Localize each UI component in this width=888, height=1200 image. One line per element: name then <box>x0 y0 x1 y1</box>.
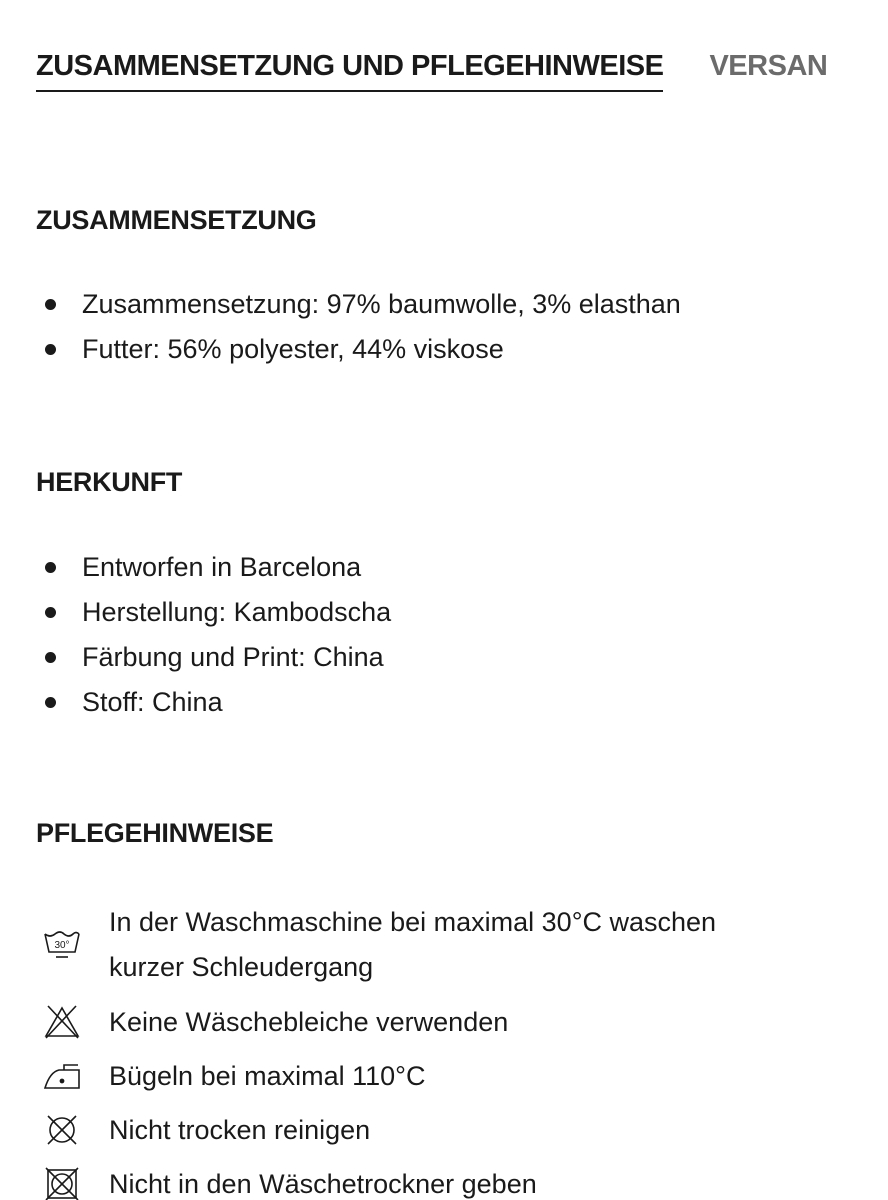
bullet-icon <box>45 344 56 355</box>
tab-shipping[interactable]: VERSAN <box>709 50 828 82</box>
origin-list <box>36 545 391 725</box>
care-item-text: Keine Wäschebleiche verwenden <box>109 1007 509 1037</box>
care-list <box>36 900 836 1200</box>
no-tumble-dry-icon <box>42 1164 82 1200</box>
right-edge <box>864 0 888 1200</box>
no-bleach-icon <box>42 1002 82 1042</box>
origin-item: Färbung und Print: China <box>82 642 384 672</box>
bullet-icon <box>45 697 56 708</box>
list-item <box>36 1000 836 1054</box>
composition-list <box>36 282 681 372</box>
bullet-icon <box>45 299 56 310</box>
care-item-text: Nicht trocken reinigen <box>109 1115 371 1145</box>
tab-bar <box>36 46 827 92</box>
care-item-text: Nicht in den Wäschetrockner geben <box>109 1169 537 1199</box>
list-item <box>36 1108 836 1162</box>
list-item <box>36 1054 836 1108</box>
iron-low-icon <box>42 1056 82 1096</box>
no-dry-clean-icon <box>42 1110 82 1150</box>
wash-30-icon <box>42 922 82 962</box>
list-item <box>36 545 391 590</box>
list-item <box>36 327 681 372</box>
composition-item: Zusammensetzung: 97% baumwolle, 3% elasthan <box>82 289 681 319</box>
tab-composition-care[interactable]: ZUSAMMENSETZUNG UND PFLEGEHINWEISE <box>36 46 663 92</box>
composition-title: ZUSAMMENSETZUNG <box>36 205 317 235</box>
bullet-icon <box>45 562 56 573</box>
list-item <box>36 680 391 725</box>
list-item <box>36 282 681 327</box>
care-item-text-2: kurzer Schleudergang <box>109 952 374 982</box>
list-item <box>36 635 391 680</box>
origin-item: Stoff: China <box>82 687 223 717</box>
composition-item: Futter: 56% polyester, 44% viskose <box>82 334 504 364</box>
origin-title: HERKUNFT <box>36 467 183 497</box>
origin-item: Entworfen in Barcelona <box>82 552 362 582</box>
care-item-text: In der Waschmaschine bei maximal 30°C waschen <box>109 907 717 937</box>
care-item-text: Bügeln bei maximal 110°C <box>109 1061 426 1091</box>
list-item <box>36 900 836 996</box>
care-title: PFLEGEHINWEISE <box>36 818 274 848</box>
origin-item: Herstellung: Kambodscha <box>82 597 392 627</box>
bullet-icon <box>45 652 56 663</box>
list-item <box>36 590 391 635</box>
wash-temp-label: 30° <box>54 940 70 951</box>
bullet-icon <box>45 607 56 618</box>
list-item <box>36 1162 836 1200</box>
